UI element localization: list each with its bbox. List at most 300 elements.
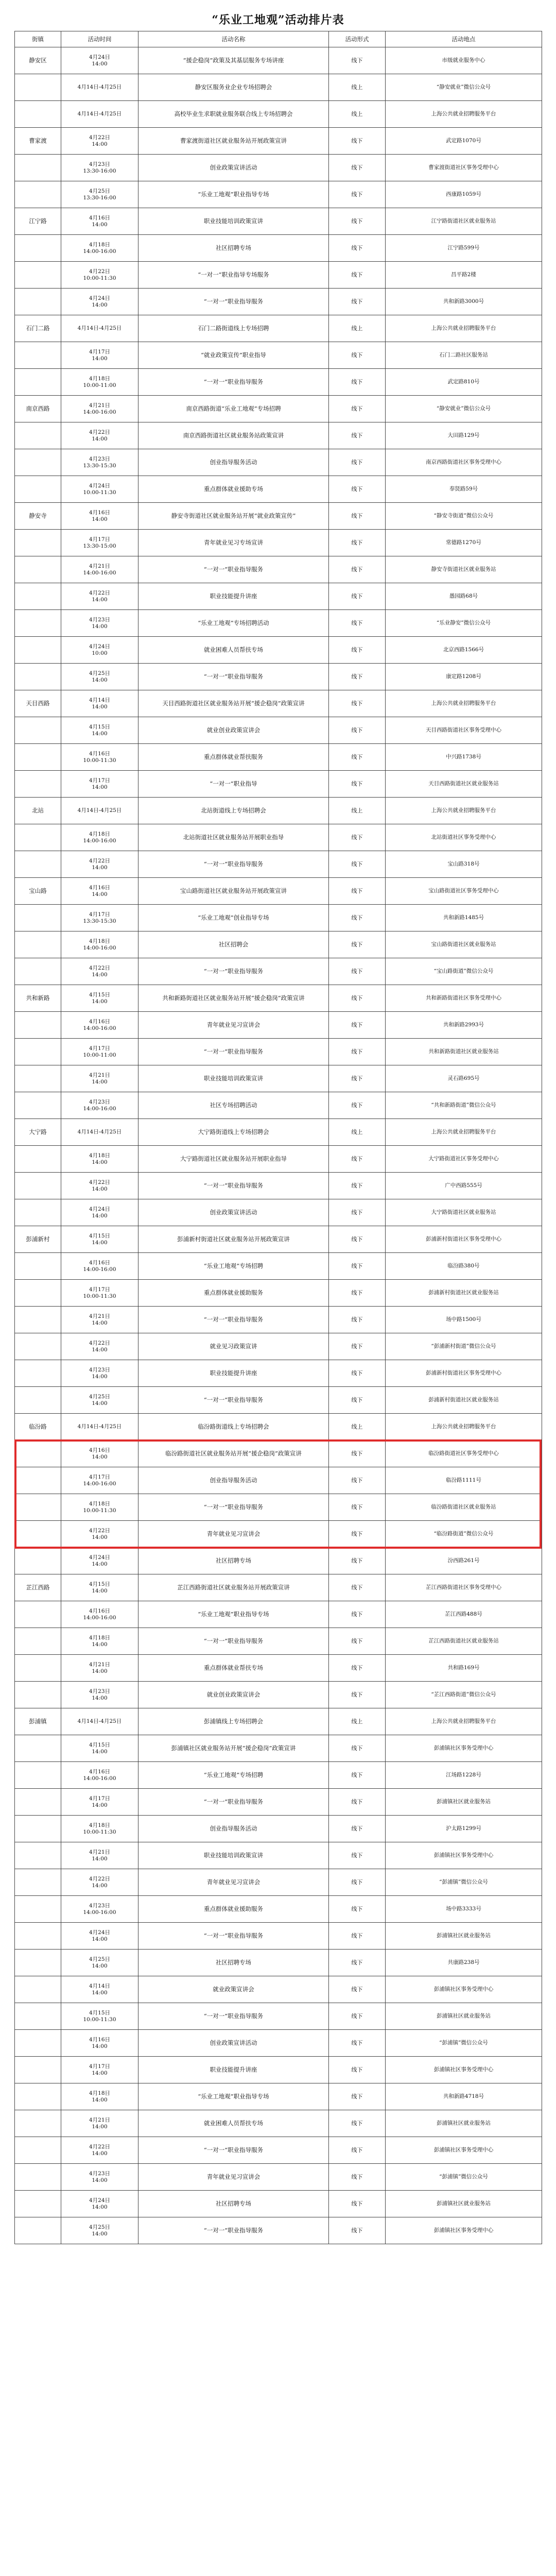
location-cell: 武定路1070号 — [386, 128, 542, 155]
area-cell — [15, 2217, 61, 2244]
date-cell: 4月22日 14:00 — [61, 2137, 138, 2164]
date-cell: 4月23日 14:00-16:00 — [61, 1092, 138, 1119]
date-cell: 4月25日 14:00 — [61, 1950, 138, 1976]
mode-cell: 线下 — [329, 47, 386, 74]
location-cell: 大宁路街道社区就业服务站 — [386, 1199, 542, 1226]
area-cell — [15, 1950, 61, 1976]
area-cell — [15, 1494, 61, 1521]
table-row — [15, 1842, 542, 1869]
activity-cell: 北站街道线上专场招聘会 — [138, 798, 329, 824]
location-cell: 临汾路380号 — [386, 1253, 542, 1280]
area-cell — [15, 476, 61, 503]
area-cell: 静安寺 — [15, 503, 61, 530]
mode-cell: 线下 — [329, 664, 386, 690]
date-cell: 4月22日 14:00 — [61, 1333, 138, 1360]
table-row — [15, 1387, 542, 1414]
date-cell: 4月17日 14:00 — [61, 342, 138, 369]
area-cell — [15, 181, 61, 208]
location-cell: 彭浦镇社区就业服务站 — [386, 2003, 542, 2030]
date-cell: 4月21日 14:00 — [61, 1307, 138, 1333]
activity-cell: “一对一”职业指导服务 — [138, 958, 329, 985]
table-row — [15, 2003, 542, 2030]
table-row — [15, 2030, 542, 2057]
table-row — [15, 2191, 542, 2217]
table-row — [15, 1280, 542, 1307]
location-cell: 上海公共就业招聘服务平台 — [386, 1708, 542, 1735]
activity-cell: 临汾路街道社区就业服务站开展“援企稳岗”政策宣讲 — [138, 1440, 329, 1467]
activity-cell: 职业技能提升讲座 — [138, 2057, 329, 2083]
date-cell: 4月17日 14:00 — [61, 1789, 138, 1816]
activity-cell: 静安区服务业企业专场招聘会 — [138, 74, 329, 101]
date-cell: 4月21日 14:00-16:00 — [61, 556, 138, 583]
mode-cell: 线下 — [329, 1494, 386, 1521]
mode-cell: 线下 — [329, 1092, 386, 1119]
activity-cell: 石门二路街道线上专场招聘 — [138, 315, 329, 342]
area-cell — [15, 262, 61, 289]
activity-cell: 临汾路街道线上专场招聘会 — [138, 1414, 329, 1440]
table-row — [15, 2137, 542, 2164]
table-row — [15, 905, 542, 931]
mode-cell: 线下 — [329, 1601, 386, 1628]
location-cell: 愚园路68号 — [386, 583, 542, 610]
area-cell — [15, 1146, 61, 1173]
location-cell: 南京西路街道社区事务受理中心 — [386, 449, 542, 476]
date-cell: 4月17日 10:00-11:00 — [61, 1039, 138, 1065]
date-cell: 4月15日 14:00 — [61, 985, 138, 1012]
date-cell: 4月25日 14:00 — [61, 1387, 138, 1414]
date-cell: 4月18日 10:00-11:30 — [61, 1816, 138, 1842]
area-cell — [15, 1065, 61, 1092]
mode-cell: 线下 — [329, 1253, 386, 1280]
date-cell: 4月22日 10:00-11:30 — [61, 262, 138, 289]
mode-cell: 线下 — [329, 1280, 386, 1307]
date-cell: 4月18日 14:00 — [61, 2083, 138, 2110]
date-cell: 4月24日 14:00 — [61, 47, 138, 74]
mode-cell: 线下 — [329, 530, 386, 556]
activity-cell: 芷江西路街道社区就业服务站开展政策宣讲 — [138, 1574, 329, 1601]
location-cell: 天目西路街道社区就业服务站 — [386, 771, 542, 798]
area-cell — [15, 1816, 61, 1842]
location-cell: 临汾路街道社区就业服务站 — [386, 1494, 542, 1521]
date-cell: 4月16日 14:00-16:00 — [61, 1012, 138, 1039]
location-cell: 场中路1500号 — [386, 1307, 542, 1333]
table-row — [15, 1816, 542, 1842]
mode-cell: 线下 — [329, 1789, 386, 1816]
mode-cell: 线下 — [329, 610, 386, 637]
area-cell: 临汾路 — [15, 1414, 61, 1440]
activity-cell: “乐业工地观”专场招聘 — [138, 1253, 329, 1280]
location-cell: 昌平路2楼 — [386, 262, 542, 289]
date-cell: 4月18日 14:00-16:00 — [61, 824, 138, 851]
table-row — [15, 101, 542, 128]
location-cell: 上海公共就业招聘服务平台 — [386, 1119, 542, 1146]
mode-cell: 线上 — [329, 798, 386, 824]
activity-cell: 宝山路街道社区就业服务站开展政策宣讲 — [138, 878, 329, 905]
date-cell: 4月24日 10:00-11:30 — [61, 476, 138, 503]
activity-cell: 高校毕业生求职就业服务联合线上专场招聘会 — [138, 101, 329, 128]
date-cell: 4月22日 14:00 — [61, 1869, 138, 1896]
mode-cell: 线下 — [329, 422, 386, 449]
location-cell: “静安就业”微信公众号 — [386, 396, 542, 422]
date-cell: 4月14日-4月25日 — [61, 101, 138, 128]
mode-cell: 线上 — [329, 74, 386, 101]
table-row — [15, 208, 542, 235]
table-row — [15, 2164, 542, 2191]
date-cell: 4月23日 14:00 — [61, 610, 138, 637]
activity-cell: “一对一”职业指导服务 — [138, 1387, 329, 1414]
date-cell: 4月14日-4月25日 — [61, 1414, 138, 1440]
date-cell: 4月16日 14:00-16:00 — [61, 1601, 138, 1628]
table-row — [15, 1146, 542, 1173]
location-cell: 奉贤路59号 — [386, 476, 542, 503]
date-cell: 4月15日 14:00 — [61, 1735, 138, 1762]
area-cell — [15, 637, 61, 664]
table-row — [15, 181, 542, 208]
location-cell: 共和新路2993号 — [386, 1012, 542, 1039]
activity-cell: 彭浦镇社区就业服务站开展“援企稳岗”政策宣讲 — [138, 1735, 329, 1762]
location-cell: 上海公共就业招聘服务平台 — [386, 101, 542, 128]
area-cell — [15, 1467, 61, 1494]
area-cell — [15, 2110, 61, 2137]
area-cell — [15, 1548, 61, 1574]
table-row — [15, 878, 542, 905]
area-cell: 共和新路 — [15, 985, 61, 1012]
mode-cell: 线下 — [329, 958, 386, 985]
table-row — [15, 1896, 542, 1923]
activity-cell: “一对一”职业指导 — [138, 771, 329, 798]
date-cell: 4月23日 14:00 — [61, 1682, 138, 1708]
date-cell: 4月16日 14:00 — [61, 1440, 138, 1467]
table-row — [15, 1976, 542, 2003]
activity-cell: “乐业工地观”创业指导专场 — [138, 905, 329, 931]
activity-cell: 青年就业见习专场宣讲 — [138, 530, 329, 556]
activity-cell: 彭浦镇线上专场招聘会 — [138, 1708, 329, 1735]
table-row — [15, 985, 542, 1012]
area-cell — [15, 1280, 61, 1307]
activity-cell: 天目西路街道社区就业服务站开展“援企稳岗”政策宣讲 — [138, 690, 329, 717]
header-mode: 活动形式 — [329, 31, 386, 47]
area-cell — [15, 851, 61, 878]
table-row — [15, 1574, 542, 1601]
area-cell: 彭浦镇 — [15, 1708, 61, 1735]
table-row — [15, 1708, 542, 1735]
table-row — [15, 1253, 542, 1280]
area-cell — [15, 717, 61, 744]
table-row — [15, 289, 542, 315]
mode-cell: 线下 — [329, 289, 386, 315]
table-row — [15, 47, 542, 74]
location-cell: 江宁路599号 — [386, 235, 542, 262]
table-row — [15, 1119, 542, 1146]
location-cell: 江场路1228号 — [386, 1762, 542, 1789]
table-row — [15, 556, 542, 583]
location-cell: 北京西路1566号 — [386, 637, 542, 664]
area-cell — [15, 1521, 61, 1548]
mode-cell: 线下 — [329, 637, 386, 664]
date-cell: 4月18日 10:00-11:30 — [61, 1494, 138, 1521]
area-cell: 天目西路 — [15, 690, 61, 717]
activity-cell: 曹家渡街道社区就业服务站开展政策宣讲 — [138, 128, 329, 155]
activity-cell: 社区招聘专场 — [138, 1950, 329, 1976]
activity-cell: 创业指导服务活动 — [138, 1816, 329, 1842]
activity-cell: 创业政策宣讲活动 — [138, 155, 329, 181]
date-cell: 4月18日 10:00-11:00 — [61, 369, 138, 396]
activity-cell: 社区招聘会 — [138, 931, 329, 958]
area-cell — [15, 1682, 61, 1708]
table-row — [15, 1226, 542, 1253]
table-row — [15, 1065, 542, 1092]
activity-cell: 彭浦新村街道社区就业服务站开展政策宣讲 — [138, 1226, 329, 1253]
activity-cell: 社区专场招聘活动 — [138, 1092, 329, 1119]
location-cell: 彭浦镇社区就业服务站 — [386, 2110, 542, 2137]
location-cell: 中兴路1738号 — [386, 744, 542, 771]
header-time: 活动时间 — [61, 31, 138, 47]
table-header-row — [15, 31, 542, 47]
location-cell: “彭浦镇”微信公众号 — [386, 2164, 542, 2191]
area-cell — [15, 2164, 61, 2191]
activity-cell: 就业困难人员帮扶专场 — [138, 637, 329, 664]
date-cell: 4月22日 14:00 — [61, 422, 138, 449]
location-cell: 市级就业服务中心 — [386, 47, 542, 74]
area-cell — [15, 664, 61, 690]
activity-cell: “一对一”职业指导服务 — [138, 2217, 329, 2244]
location-cell: 芷江西路街道社区就业服务站 — [386, 1628, 542, 1655]
activity-cell: 创业指导服务活动 — [138, 1467, 329, 1494]
mode-cell: 线下 — [329, 1923, 386, 1950]
activity-cell: 社区招聘专场 — [138, 1548, 329, 1574]
mode-cell: 线下 — [329, 1065, 386, 1092]
table-row — [15, 1950, 542, 1976]
area-cell — [15, 342, 61, 369]
activity-cell: “一对一”职业指导服务 — [138, 1039, 329, 1065]
activity-cell: “乐业工地观”职业指导专场 — [138, 2083, 329, 2110]
area-cell — [15, 824, 61, 851]
area-cell — [15, 1440, 61, 1467]
activity-cell: 重点群体就业帮扶专场 — [138, 1655, 329, 1682]
area-cell — [15, 1735, 61, 1762]
area-cell — [15, 530, 61, 556]
location-cell: 共和路169号 — [386, 1655, 542, 1682]
table-row — [15, 1173, 542, 1199]
date-cell: 4月18日 14:00 — [61, 1628, 138, 1655]
area-cell — [15, 101, 61, 128]
location-cell: 北站街道社区事务受理中心 — [386, 824, 542, 851]
date-cell: 4月23日 14:00-16:00 — [61, 1896, 138, 1923]
table-row — [15, 798, 542, 824]
activity-cell: 南京西路街道“乐业工地观”专场招聘 — [138, 396, 329, 422]
area-cell — [15, 958, 61, 985]
mode-cell: 线下 — [329, 1869, 386, 1896]
mode-cell: 线下 — [329, 1976, 386, 2003]
location-cell: 常德路1270号 — [386, 530, 542, 556]
area-cell — [15, 1012, 61, 1039]
date-cell: 4月21日 14:00 — [61, 2110, 138, 2137]
area-cell — [15, 1655, 61, 1682]
activity-cell: 职业技能提升讲座 — [138, 1360, 329, 1387]
mode-cell: 线下 — [329, 2083, 386, 2110]
location-cell: 共和新路1485号 — [386, 905, 542, 931]
mode-cell: 线下 — [329, 1655, 386, 1682]
location-cell: 宝山路街道社区就业服务站 — [386, 931, 542, 958]
date-cell: 4月15日 14:00 — [61, 717, 138, 744]
location-cell: 彭浦镇社区就业服务站 — [386, 2191, 542, 2217]
mode-cell: 线下 — [329, 342, 386, 369]
activity-cell: 职业技能培训政策宣讲 — [138, 208, 329, 235]
table-row — [15, 1199, 542, 1226]
area-cell — [15, 610, 61, 637]
activity-cell: “一对一”职业指导服务 — [138, 1494, 329, 1521]
mode-cell: 线下 — [329, 878, 386, 905]
mode-cell: 线下 — [329, 851, 386, 878]
location-cell: 共和新路4718号 — [386, 2083, 542, 2110]
area-cell — [15, 1762, 61, 1789]
mode-cell: 线下 — [329, 1199, 386, 1226]
activity-cell: “一对一”职业指导服务 — [138, 1173, 329, 1199]
date-cell: 4月21日 14:00 — [61, 1655, 138, 1682]
date-cell: 4月16日 14:00 — [61, 208, 138, 235]
activity-cell: “一对一”职业指导服务 — [138, 1307, 329, 1333]
area-cell — [15, 1307, 61, 1333]
activity-cell: “一对一”职业指导服务 — [138, 664, 329, 690]
mode-cell: 线下 — [329, 824, 386, 851]
header-activity: 活动名称 — [138, 31, 329, 47]
activity-cell: “就业政策宣传”职业指导 — [138, 342, 329, 369]
mode-cell: 线下 — [329, 1521, 386, 1548]
activity-cell: 大宁路街道线上专场招聘会 — [138, 1119, 329, 1146]
mode-cell: 线上 — [329, 1708, 386, 1735]
table-row — [15, 1414, 542, 1440]
activity-cell: 职业技能培训政策宣讲 — [138, 1842, 329, 1869]
area-cell: 静安区 — [15, 47, 61, 74]
location-cell: “乐业静安”微信公众号 — [386, 610, 542, 637]
mode-cell: 线上 — [329, 1119, 386, 1146]
location-cell: 共康路238号 — [386, 1950, 542, 1976]
table-row — [15, 422, 542, 449]
date-cell: 4月16日 14:00 — [61, 503, 138, 530]
mode-cell: 线下 — [329, 1307, 386, 1333]
location-cell: 天目西路街道社区事务受理中心 — [386, 717, 542, 744]
location-cell: 彭浦新村街道社区就业服务站 — [386, 1280, 542, 1307]
activity-cell: 职业技能提升讲座 — [138, 583, 329, 610]
date-cell: 4月14日-4月25日 — [61, 798, 138, 824]
activity-cell: 就业创业政策宣讲会 — [138, 717, 329, 744]
table-row — [15, 128, 542, 155]
location-cell: 静安寺街道社区就业服务站 — [386, 556, 542, 583]
activity-cell: “乐业工地观”职业指导专场 — [138, 1601, 329, 1628]
mode-cell: 线下 — [329, 476, 386, 503]
mode-cell: 线下 — [329, 1842, 386, 1869]
activity-cell: “乐业工地观”专场招聘 — [138, 1762, 329, 1789]
activity-cell: 青年就业见习宣讲会 — [138, 1012, 329, 1039]
area-cell: 北站 — [15, 798, 61, 824]
date-cell: 4月21日 14:00 — [61, 1065, 138, 1092]
activity-cell: 共和新路街道社区就业服务站开展“援企稳岗”政策宣讲 — [138, 985, 329, 1012]
location-cell: “临汾路街道”微信公众号 — [386, 1521, 542, 1548]
area-cell — [15, 931, 61, 958]
activity-cell: 重点群体就业援助服务 — [138, 1896, 329, 1923]
mode-cell: 线下 — [329, 396, 386, 422]
date-cell: 4月22日 14:00 — [61, 1173, 138, 1199]
area-cell — [15, 556, 61, 583]
area-cell — [15, 2057, 61, 2083]
mode-cell: 线下 — [329, 744, 386, 771]
area-cell — [15, 1923, 61, 1950]
date-cell: 4月16日 14:00 — [61, 2030, 138, 2057]
table-row — [15, 503, 542, 530]
activity-cell: 就业困难人员帮扶专场 — [138, 2110, 329, 2137]
date-cell: 4月18日 14:00-16:00 — [61, 931, 138, 958]
activity-cell: “一对一”职业指导服务 — [138, 1923, 329, 1950]
mode-cell: 线下 — [329, 2164, 386, 2191]
table-row — [15, 476, 542, 503]
table-row — [15, 824, 542, 851]
area-cell — [15, 2137, 61, 2164]
table-row — [15, 583, 542, 610]
location-cell: “静安寺街道”微信公众号 — [386, 503, 542, 530]
area-cell — [15, 1896, 61, 1923]
mode-cell: 线下 — [329, 1548, 386, 1574]
area-cell — [15, 2083, 61, 2110]
area-cell: 芷江西路 — [15, 1574, 61, 1601]
table-row — [15, 610, 542, 637]
date-cell: 4月17日 10:00-11:30 — [61, 1280, 138, 1307]
location-cell: 广中西路555号 — [386, 1173, 542, 1199]
location-cell: 芷江西路488号 — [386, 1601, 542, 1628]
location-cell: 彭浦镇社区事务受理中心 — [386, 1976, 542, 2003]
activity-cell: 创业指导服务活动 — [138, 449, 329, 476]
mode-cell: 线下 — [329, 1387, 386, 1414]
location-cell: 西康路1059号 — [386, 181, 542, 208]
location-cell: 彭浦镇社区就业服务站 — [386, 1923, 542, 1950]
date-cell: 4月14日 14:00 — [61, 1976, 138, 2003]
location-cell: 彭浦新村街道社区事务受理中心 — [386, 1360, 542, 1387]
table-row — [15, 1735, 542, 1762]
date-cell: 4月14日 14:00 — [61, 690, 138, 717]
schedule-table — [14, 31, 542, 2244]
location-cell: “静安就业”微信公众号 — [386, 74, 542, 101]
location-cell: 汾西路261号 — [386, 1548, 542, 1574]
table-row — [15, 449, 542, 476]
mode-cell: 线下 — [329, 208, 386, 235]
mode-cell: 线下 — [329, 449, 386, 476]
activity-cell: 静安寺街道社区就业服务站开展“就业政策宣传” — [138, 503, 329, 530]
location-cell: “彭浦镇”微信公众号 — [386, 2030, 542, 2057]
table-row — [15, 315, 542, 342]
date-cell: 4月21日 14:00 — [61, 1842, 138, 1869]
mode-cell: 线下 — [329, 1226, 386, 1253]
table-row — [15, 1923, 542, 1950]
table-row — [15, 369, 542, 396]
activity-cell: “一对一”职业指导服务 — [138, 369, 329, 396]
activity-cell: 就业创业政策宣讲会 — [138, 1682, 329, 1708]
activity-cell: 青年就业见习宣讲会 — [138, 2164, 329, 2191]
table-row — [15, 1092, 542, 1119]
date-cell: 4月22日 14:00 — [61, 583, 138, 610]
date-cell: 4月17日 14:00 — [61, 2057, 138, 2083]
table-row — [15, 1789, 542, 1816]
activity-cell: 青年就业见习宣讲会 — [138, 1869, 329, 1896]
date-cell: 4月24日 14:00 — [61, 1923, 138, 1950]
date-cell: 4月15日 14:00 — [61, 1226, 138, 1253]
activity-cell: 创业政策宣讲活动 — [138, 2030, 329, 2057]
date-cell: 4月25日 13:30-16:00 — [61, 181, 138, 208]
location-cell: 上海公共就业招聘服务平台 — [386, 690, 542, 717]
activity-cell: “乐业工地观”专场招聘活动 — [138, 610, 329, 637]
activity-cell: “援企稳岗”政策及其基层服务专场讲座 — [138, 47, 329, 74]
date-cell: 4月23日 13:30-16:00 — [61, 155, 138, 181]
table-row — [15, 342, 542, 369]
mode-cell: 线下 — [329, 369, 386, 396]
